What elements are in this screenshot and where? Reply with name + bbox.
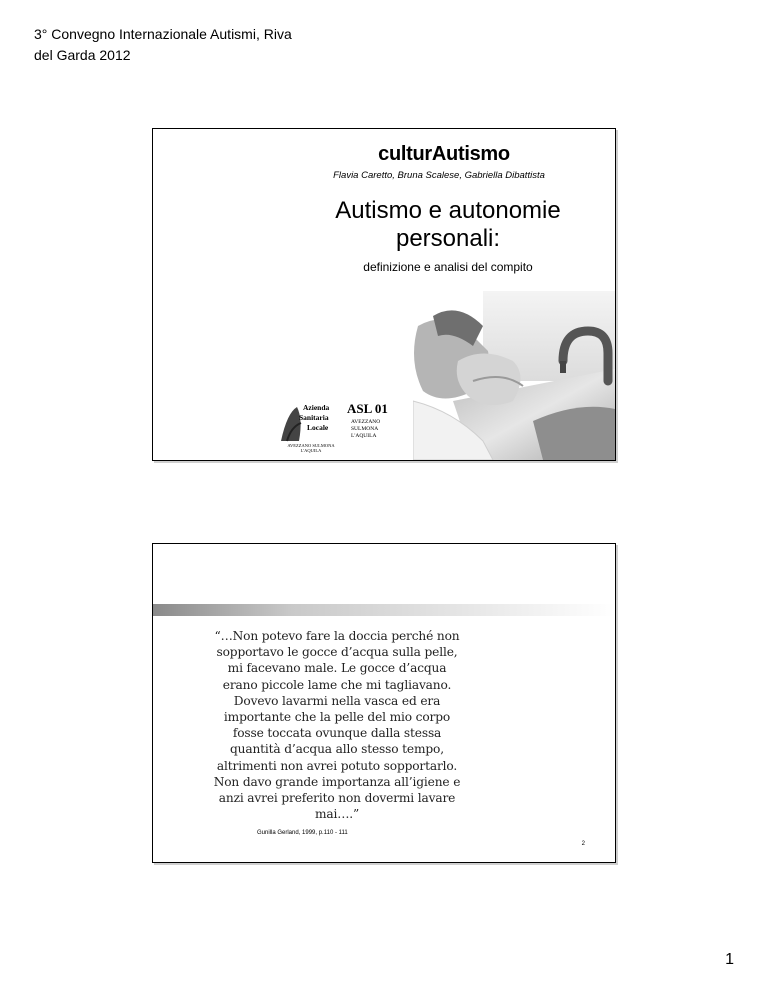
quote-line: mai….” xyxy=(314,807,360,822)
quote-line: altrimenti non avrei potuto sopportarlo. xyxy=(216,758,458,773)
slide-title xyxy=(303,197,593,253)
quote-citation: Gunilla Gerland, 1999, p.110 - 111 xyxy=(257,830,348,836)
brand-logo-text: culturAutismo xyxy=(378,143,510,165)
title-line-1: Autismo e autonomie xyxy=(335,197,561,224)
title-line-2: personali: xyxy=(395,225,501,252)
logo-footer xyxy=(277,443,345,453)
slide-subtitle: definizione e analisi del compito xyxy=(363,260,533,274)
quote-line: anzi avrei preferito non dovermi lavare xyxy=(218,791,456,806)
logo-line-3: Locale xyxy=(307,423,329,432)
header-line-2: del Garda 2012 xyxy=(34,47,131,63)
logo-city-2: SULMONA xyxy=(351,426,379,432)
quote-line: quantità d’acqua allo stesso tempo, xyxy=(230,742,444,757)
quote-line: Non davo grande importanza all’igiene e xyxy=(213,774,461,789)
quote-text xyxy=(193,628,481,822)
asl-logo xyxy=(277,401,417,451)
quote-line: importante che la pelle del mio corpo xyxy=(223,710,451,725)
page-number: 1 xyxy=(725,951,734,968)
quote-line: “…Non potevo fare la doccia perché non xyxy=(214,629,460,643)
gradient-bar xyxy=(153,604,615,616)
authors: Flavia Caretto, Bruna Scalese, Gabriella Dibattista xyxy=(333,170,545,181)
logo-line-2: Sanitaria xyxy=(299,413,329,422)
logo-asl: ASL 01 xyxy=(347,401,388,416)
slide-1 xyxy=(152,128,616,461)
logo-city-1: AVEZZANO xyxy=(351,419,381,425)
logo-foot-1: AVEZZANO SULMONA xyxy=(287,443,335,448)
quote-line: erano piccole lame che mi tagliavano. xyxy=(222,677,452,692)
slide-number: 2 xyxy=(581,841,585,847)
header-line-1: 3° Convegno Internazionale Autismi, Riva xyxy=(34,26,292,42)
quote-line: mi facevano male. Le gocce d’acqua xyxy=(227,661,447,676)
page-header xyxy=(34,24,354,66)
logo-foot-2: L'AQUILA xyxy=(300,448,322,453)
quote-line: sopportavo le gocce d’acqua sulla pelle, xyxy=(216,645,458,660)
quote-line: Dovevo lavarmi nella vasca ed era xyxy=(233,693,441,708)
logo-line-1: Azienda xyxy=(303,403,330,412)
logo-city-3: L'AQUILA xyxy=(351,433,377,439)
child-washing-face-photo xyxy=(413,291,615,460)
slide-2 xyxy=(152,543,616,863)
quote-line: fosse toccata ovunque dalla stessa xyxy=(232,726,442,741)
